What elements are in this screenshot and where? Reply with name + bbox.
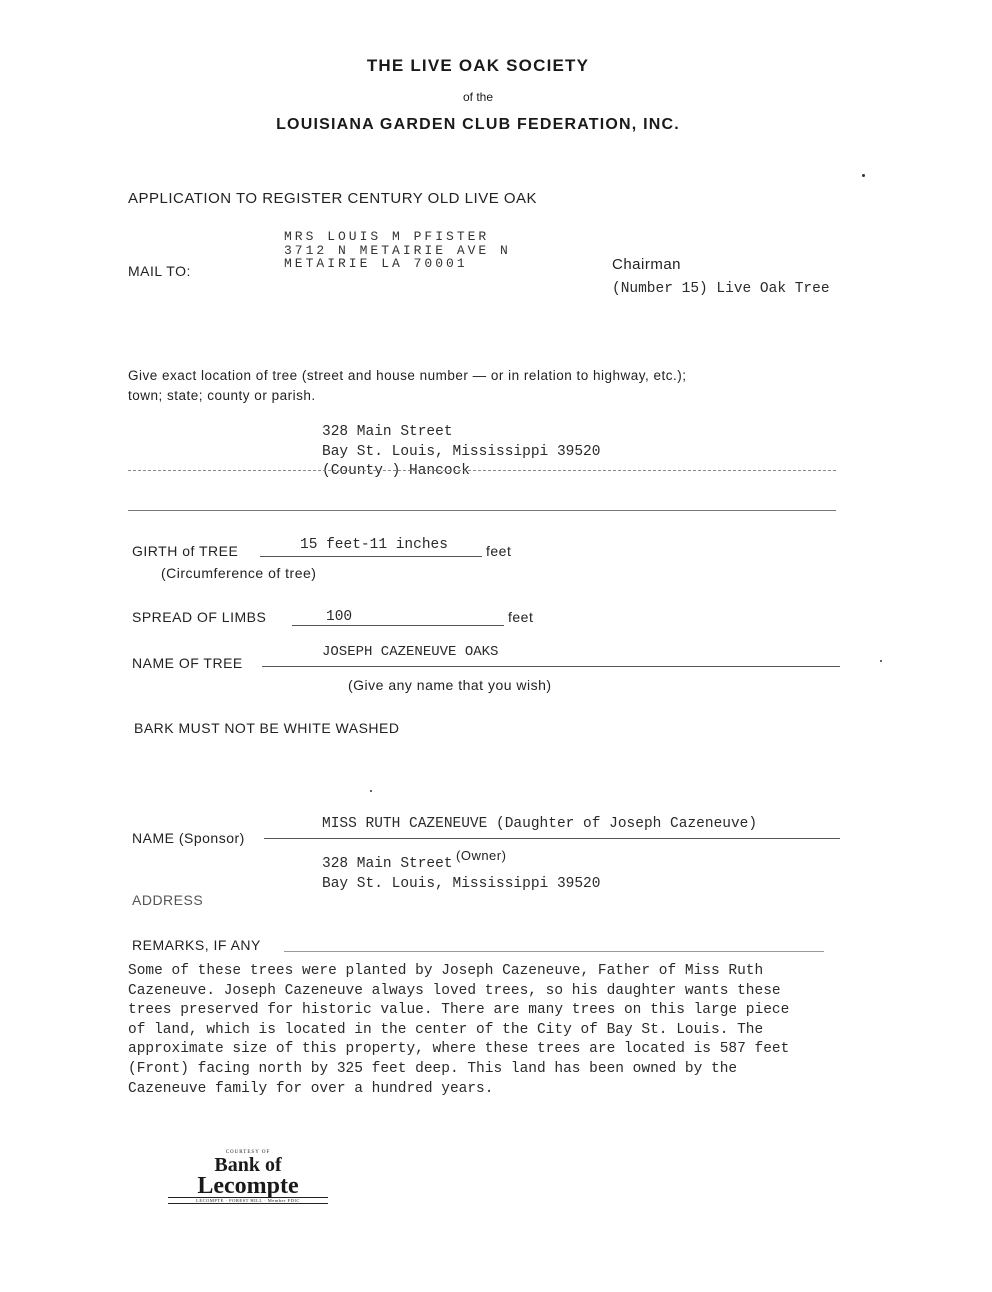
scan-speck — [862, 174, 865, 177]
address-label: ADDRESS — [132, 892, 204, 908]
remarks-line: approximate size of this property, where these trees are located is 587 feet — [128, 1041, 790, 1058]
location-instruction-2: town; state; county or parish. — [128, 388, 316, 403]
location-rule-1 — [128, 470, 836, 471]
logo-line1: Bank of — [214, 1154, 282, 1176]
remarks-line: of land, which is located in the center of the City of Bay St. Louis. The — [128, 1021, 764, 1038]
remarks-line: (Front) facing north by 325 feet deep. This land has been owned by the — [128, 1060, 738, 1077]
tree-name-note: (Give any name that you wish) — [348, 677, 552, 693]
sponsor-label: NAME (Sponsor) — [132, 830, 245, 846]
mail-to-line: METAIRIE LA 70001 — [284, 256, 468, 271]
location-line: 328 Main Street — [322, 424, 453, 440]
society-title: THE LIVE OAK SOCIETY — [366, 56, 590, 75]
mail-to-line: 3712 N METAIRIE AVE N — [284, 242, 511, 258]
mail-to-address — [284, 230, 511, 271]
remarks-label: REMARKS, IF ANY — [132, 937, 261, 953]
location-line: (County ) Hancock — [322, 463, 470, 479]
tree-name-label: NAME OF TREE — [132, 655, 243, 671]
logo-line2: Lecompte — [197, 1173, 299, 1199]
remarks-text — [128, 962, 918, 1099]
sponsor-value: MISS RUTH CAZENEUVE (Daughter of Joseph Cazeneuve) — [322, 816, 758, 832]
tree-name-rule — [262, 666, 840, 667]
remarks-line: Cazeneuve family for over a hundred years. — [128, 1080, 494, 1097]
form-title: APPLICATION TO REGISTER CENTURY OLD LIVE OAK — [128, 190, 538, 207]
location-instruction-1: Give exact location of tree (street and house number — or in relation to highway, etc.); — [128, 368, 687, 383]
federation-title: LOUISIANA GARDEN CLUB FEDERATION, INC. — [276, 116, 680, 133]
location-line: Bay St. Louis, Mississippi 39520 — [322, 443, 601, 460]
location-rule-2 — [128, 510, 836, 511]
number-line: (Number 15) Live Oak Tree — [612, 281, 830, 297]
sponsor-rule — [264, 838, 840, 839]
bank-logo — [168, 1150, 328, 1204]
logo-tagline: LECOMPTE · FOREST HILL · Member FDIC — [168, 1197, 328, 1204]
remarks-line: Cazeneuve. Joseph Cazeneuve always loved trees, so his daughter wants these — [128, 982, 781, 999]
address-lines — [322, 855, 600, 894]
spread-value: 100 — [326, 609, 353, 625]
girth-value: 15 feet-11 inches — [300, 537, 448, 553]
bark-notice: BARK MUST NOT BE WHITE WASHED — [134, 720, 400, 736]
remarks-rule — [284, 951, 824, 952]
girth-label: GIRTH of TREE — [132, 543, 239, 559]
girth-rule — [260, 556, 482, 557]
address-line: Bay St. Louis, Mississippi 39520 — [322, 875, 601, 892]
spread-rule — [292, 625, 504, 626]
mail-to-line: MRS LOUIS M PFISTER — [284, 229, 490, 244]
logo-courtesy: COURTESY OF — [225, 1150, 271, 1155]
spread-unit: feet — [508, 609, 534, 625]
mail-to-label: MAIL TO: — [128, 263, 191, 279]
scan-speck — [880, 660, 882, 662]
of-the-text: of the — [462, 90, 494, 104]
remarks-line: Some of these trees were planted by Joseph Cazeneuve, Father of Miss Ruth — [128, 963, 764, 979]
spread-label: SPREAD OF LIMBS — [132, 609, 267, 625]
owner-note: (Owner) — [456, 848, 507, 863]
remarks-line: trees preserved for historic value. There are many trees on this large piece — [128, 1002, 790, 1019]
tree-name-value: JOSEPH CAZENEUVE OAKS — [322, 644, 499, 660]
chairman-label: Chairman — [612, 256, 682, 273]
location-lines — [322, 423, 600, 482]
girth-unit: feet — [486, 543, 512, 559]
scan-speck — [370, 790, 372, 792]
address-line: 328 Main Street — [322, 856, 453, 872]
girth-note: (Circumference of tree) — [161, 565, 317, 581]
